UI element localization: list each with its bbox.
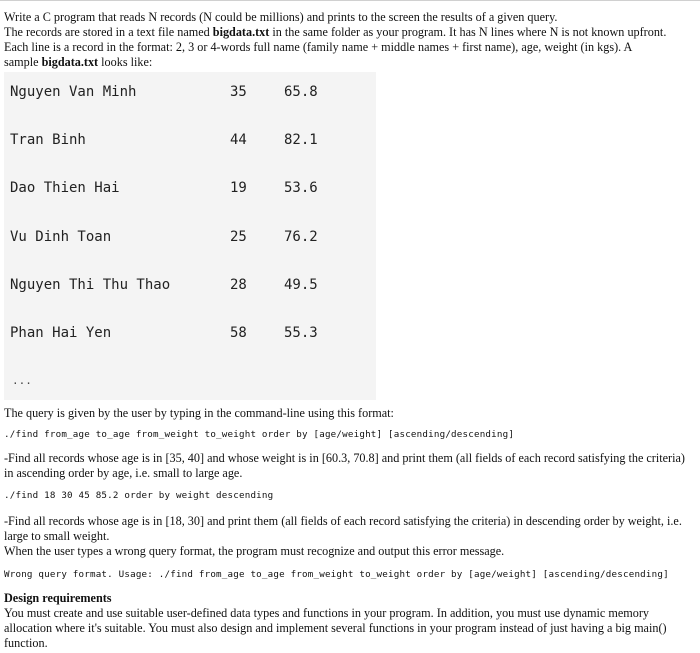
intro-line-4: sample bigdata.txt looks like: [4,55,153,69]
intro-line-3: Each line is a record in the format: 2, 3 or 4-words full name (family name + middle names + first name), age, weight (in kgs). A [4,40,633,54]
top-divider [0,0,700,1]
example2-command: ./find 18 30 45 85.2 order by weight descending [4,490,274,501]
example1-desc-line-1: -Find all records whose age is in [35, 40] and whose weight is in [60.3, 70.8] and print them (all fields of each record satisfying the criteria) [4,451,685,465]
error-intro: When the user types a wrong query format, the program must recognize and output this error message. [4,544,505,558]
record-weight: 55.3 [284,325,318,341]
record-age: 25 [230,229,247,245]
design-line-3: function. [4,636,48,650]
error-message: Wrong query format. Usage: ./find from_age to_age from_weight to_weight order by [age/weight] [ascending/descending] [4,569,669,580]
example2-desc-line-2: large to small weight. [4,529,110,543]
record-row [4,82,376,102]
record-name: Vu Dinh Toan [10,229,112,245]
example2-desc-line-1: -Find all records whose age is in [18, 30] and print them (all fields of each record satisfying the criteria) in descending order by weight, i.e. [4,514,682,528]
records-ellipsis: ... [12,374,32,387]
record-weight: 53.6 [284,180,318,196]
record-name: Phan Hai Yen [10,325,112,341]
record-age: 19 [230,180,247,196]
record-name: Dao Thien Hai [10,180,120,196]
record-row [4,323,376,343]
record-weight: 49.5 [284,277,318,293]
record-age: 58 [230,325,247,341]
design-line-1: You must create and use suitable user-defined data types and functions in your program. In addition, you must use dynamic memory [4,606,649,620]
intro-line-2: The records are stored in a text file named bigdata.txt in the same folder as your program. It has N lines where N is not known upfront. [4,25,667,39]
record-age: 35 [230,84,247,100]
intro-line-1: Write a C program that reads N records (N could be millions) and prints to the screen the results of a given query. [4,10,558,24]
record-name: Nguyen Thi Thu Thao [10,277,171,293]
record-row [4,130,376,150]
record-name: Nguyen Van Minh [10,84,137,100]
sample-records-box [4,72,376,400]
record-name: Tran Binh [10,132,86,148]
example1-desc-line-2: in ascending order by age, i.e. small to large age. [4,466,243,480]
query-format: ./find from_age to_age from_weight to_weight order by [age/weight] [ascending/descending] [4,429,515,440]
record-row [4,275,376,295]
design-line-2: allocation where it's suitable. You must also design and implement several functions in your program instead of just having a big main() [4,621,667,635]
query-intro: The query is given by the user by typing in the command-line using this format: [4,406,394,420]
record-weight: 82.1 [284,132,318,148]
record-age: 44 [230,132,247,148]
record-weight: 76.2 [284,229,318,245]
record-row [4,227,376,247]
record-row [4,178,376,198]
record-weight: 65.8 [284,84,318,100]
filename: bigdata.txt [212,25,270,39]
filename: bigdata.txt [41,55,99,69]
record-age: 28 [230,277,247,293]
design-heading: Design requirements [4,591,112,605]
